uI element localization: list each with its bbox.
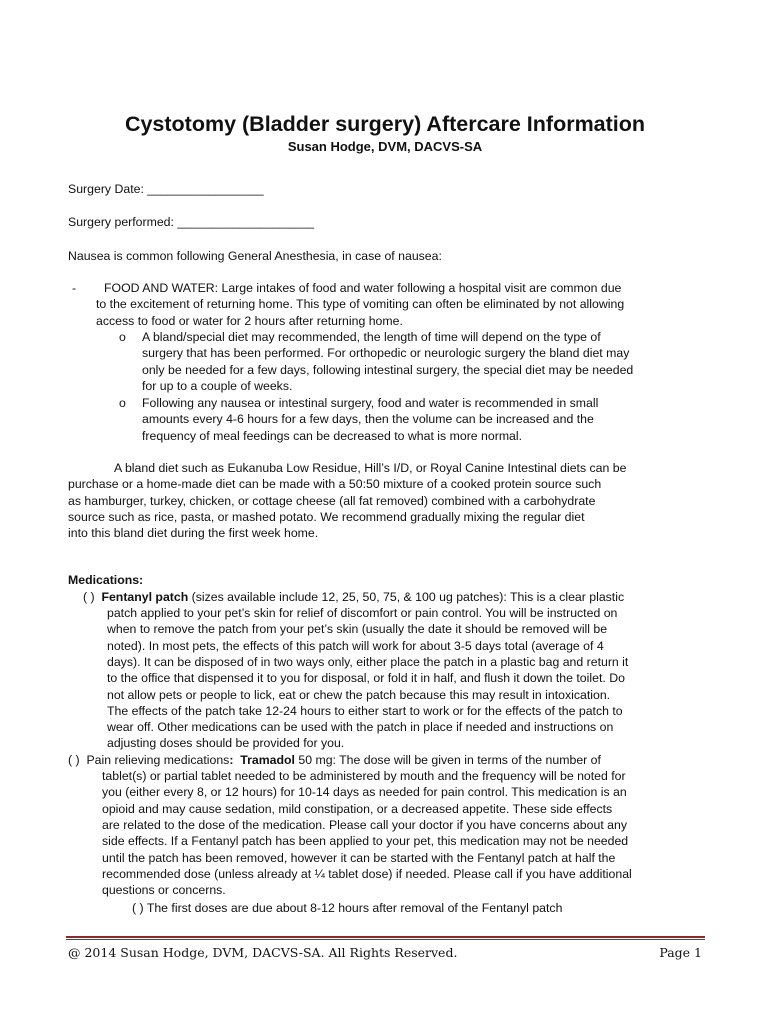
nausea-intro: Nausea is common following General Anesthesia, in case of nausea: (68, 249, 442, 263)
bullet-line: frequency of meal feedings can be decreased to what is more normal. (142, 428, 523, 443)
bland-diet-line: purchase or a home-made diet can be made with a 50:50 mixture of a cooked protein source such (68, 477, 602, 492)
bullet-line: surgery that has been performed. For orthopedic or neurologic surgery the bland diet may (142, 346, 630, 361)
tramadol-name: Tramadol (240, 753, 295, 767)
footer-rule (66, 936, 705, 938)
food-water-dash: - (72, 281, 77, 295)
fentanyl-line: The effects of the patch take 12-24 hours to either start to work or for the effects of the patch to (107, 703, 623, 718)
pain-line: opioid and may cause sedation, mild constipation, or a decreased appetite. These side effects (102, 801, 613, 816)
first-dose-checkbox[interactable]: ( ) (132, 901, 144, 915)
pain-line: questions or concerns. (102, 883, 226, 898)
footer-rule-thin (66, 939, 705, 940)
page-number: Page 1 (659, 945, 702, 960)
footer-copyright: @ 2014 Susan Hodge, DVM, DACVS-SA. All Rights Reserved. (68, 945, 458, 960)
bland-diet-line: as hamburger, turkey, chicken, or cottage cheese (all fat removed) combined with a carbohydrate (68, 493, 596, 508)
surgery-date-field: Surgery Date: _________________ (68, 182, 264, 196)
bullet-line: only be needed for a few days, following intestinal surgery, the special diet may be needed (142, 362, 634, 377)
fentanyl-line: patch applied to your pet’s skin for relief of discomfort or pain control. You will be instructed on (107, 606, 618, 620)
fentanyl-name: Fentanyl patch (101, 590, 189, 604)
bland-diet-line: source such as rice, pasta, or mashed potato. We recommend gradually mixing the regular diet (68, 509, 585, 524)
fentanyl-checkbox[interactable]: ( ) (83, 590, 95, 604)
surgery-performed-field: Surgery performed: ____________________ (68, 215, 315, 229)
bland-diet-line: into this bland diet during the first week home. (68, 526, 319, 541)
pain-line: tablet(s) or partial tablet needed to be administered by mouth and the frequency will be noted for (102, 769, 626, 783)
bullet-line: Following any nausea or intestinal surgery, food and water is recommended in small (142, 396, 599, 410)
medications-heading: Medications: (68, 573, 144, 587)
fentanyl-line: to the office that dispensed it to you for disposal, or fold it in half, and flush it down the toilet. Do (107, 671, 625, 686)
pain-line: you (either every 8, or 12 hours) for 10-14 days as needed for pain control. This medication is an (102, 785, 627, 800)
pain-line: recommended dose (unless already at ¼ tablet dose) if needed. Please call if you have additional (102, 866, 632, 881)
fentanyl-line: when to remove the patch from your pet’s skin (usually the date it should be removed will be (107, 622, 608, 637)
bullet-line: amounts every 4-6 hours for a few days, then the volume can be increased and the (142, 412, 594, 427)
bullet-line: for up to a couple of weeks. (142, 378, 293, 393)
fentanyl-line: not allow pets or people to lick, eat or chew the patch because this may result in intoxication. (107, 687, 611, 702)
fentanyl-line: days). It can be disposed of in two ways only, either place the patch in a plastic bag and return it (107, 654, 629, 669)
fentanyl-line: adjusting doses should be provided for you. (107, 736, 345, 751)
first-dose-line: ( ) The first doses are due about 8-12 hours after removal of the Fentanyl patch (132, 901, 563, 915)
author-subtitle: Susan Hodge, DVM, DACVS-SA (287, 139, 483, 154)
pain-first-line: ( ) Pain relieving medications: Tramadol 50 mg: The dose will be given in terms of the number of (68, 753, 601, 767)
pain-line: until the patch has been removed, however it can be started with the Fentanyl patch at half the (102, 850, 616, 865)
bullet-line: A bland/special diet may recommended, the length of time will depend on the type of (142, 330, 601, 344)
pain-line: side effects. If a Fentanyl patch has been applied to your pet, this medication may not be needed (102, 834, 629, 849)
pain-checkbox[interactable]: ( ) (68, 753, 80, 767)
food-water-line: access to food or water for 2 hours after returning home. (96, 313, 403, 328)
fentanyl-first-line: ( ) Fentanyl patch (sizes available include 12, 25, 50, 75, & 100 ug patches): This is a clear plastic (83, 590, 625, 604)
bullet-marker: o (119, 330, 126, 344)
bullet-marker: o (119, 396, 126, 410)
page-title: Cystotomy (Bladder surgery) Aftercare Information (124, 112, 646, 136)
bland-diet-line: A bland diet such as Eukanuba Low Residue, Hill’s I/D, or Royal Canine Intestinal diets can be (114, 461, 627, 475)
pain-line: are related to the dose of the medication. Please call your doctor if you have concerns about any (102, 817, 627, 832)
fentanyl-line: wear off. Other medications can be used with the patch in place if needed and instructions on (107, 720, 614, 735)
fentanyl-line: noted). In most pets, the effects of this patch will work for about 3-5 days total (average of 4 (107, 638, 604, 653)
food-water-line: to the excitement of returning home. This type of vomiting can often be eliminated by not allowing (96, 297, 625, 312)
food-water-line: FOOD AND WATER: Large intakes of food and water following a hospital visit are common due (104, 281, 622, 295)
